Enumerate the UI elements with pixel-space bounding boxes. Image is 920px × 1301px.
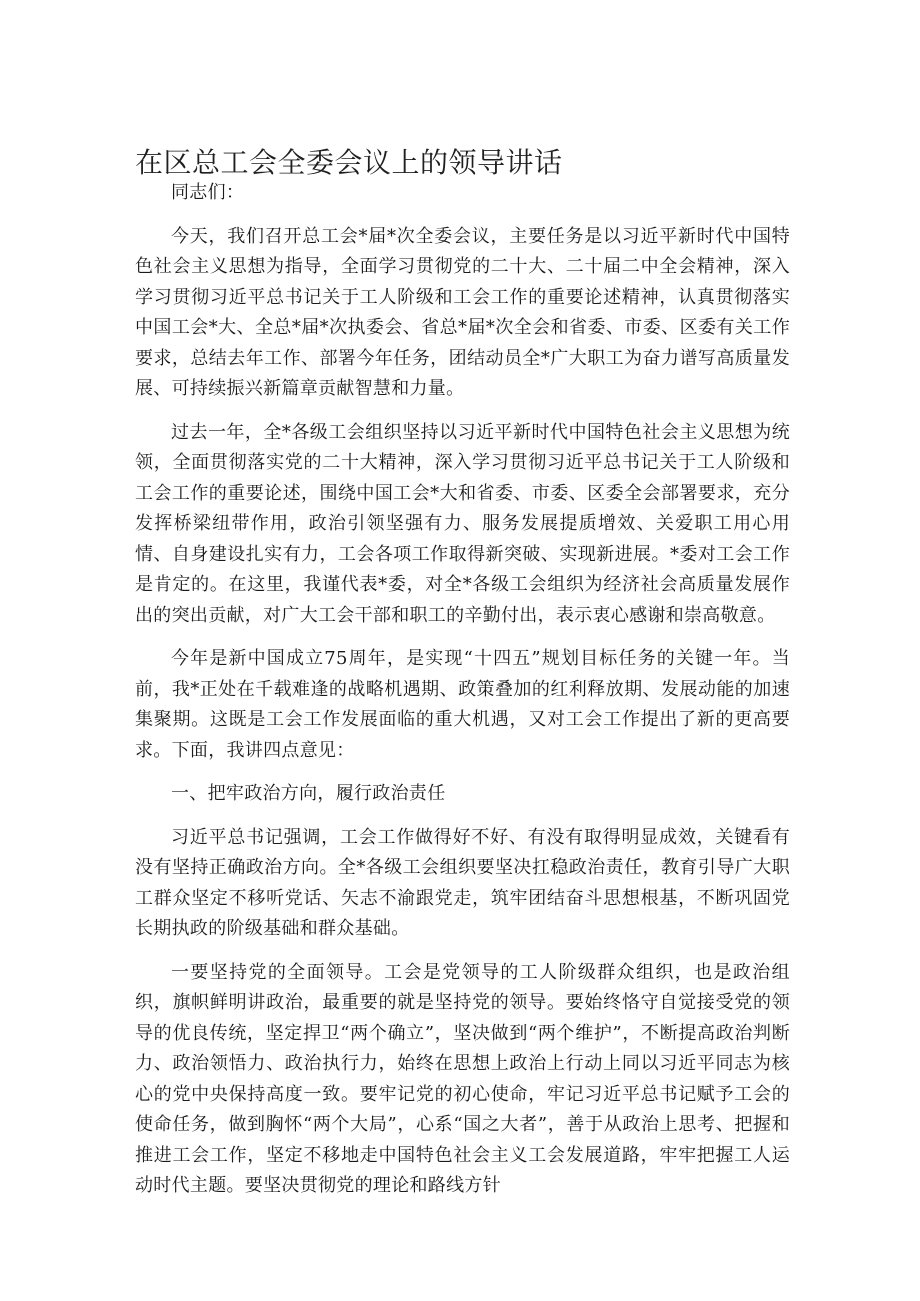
salutation: 同志们： [171,182,245,203]
paragraph-section-1-intro: 习近平总书记强调，工会工作做得好不好、有没有取得明显成效，关键看有没有坚持正确政治方向。全*各级工会组织要坚决扛稳政治责任，教育引导广大职工群众坚定不移听党话、矢志不渝跟党走，筑牢团结奋斗思想根基，不断巩固党长期执政的阶级基础和群众基础。 [135,826,790,939]
paragraph-review: 过去一年，全*各级工会组织坚持以习近平新时代中国特色社会主义思想为统领，全面贯彻落实党的二十大精神，深入学习贯彻习近平总书记关于工人阶级和工会工作的重要论述，围绕中国工会*大和省委、市委、区委全会部署要求，充分发挥桥梁纽带作用，政治引领坚强有力、服务发展提质增效、关爱职工用心用情、自身建设扎实有力，工会各项工作取得新突破、实现新进展。*委对工会工作是肯定的。在这里，我谨代表*委，对全*各级工会组织为经济社会高质量发展作出的突出贡献，对广大工会干部和职工的辛勤付出，表示衷心感谢和崇高敬意。 [135,421,790,626]
section-heading-1: 一、把牢政治方向，履行政治责任 [171,783,446,804]
paragraph-party-leadership: 一要坚持党的全面领导。工会是党领导的工人阶级群众组织，也是政治组织，旗帜鲜明讲政治，最重要的就是坚持党的领导。要始终恪守自觉接受党的领导的优良传统，坚定捍卫“两个确立”，坚决做到“两个维护”，不断提高政治判断力、政治领悟力、政治执行力，始终在思想上政治上行动上同以习近平同志为核心的党中央保持高度一致。要牢记党的初心使命，牢记习近平总书记赋予工会的使命任务，做到胸怀“两个大局”，心系“国之大者”，善于从政治上思考、把握和推进工会工作，坚定不移地走中国特色社会主义工会发展道路，牢牢把握工人运动时代主题。要坚决贯彻党的理论和路线方针 [135,961,790,1196]
document-body [135,178,790,1215]
paragraph-opening: 今天，我们召开总工会*届*次全委会议，主要任务是以习近平新时代中国特色社会主义思想为指导，全面学习贯彻党的二十大、二十届二中全会精神，深入学习贯彻习近平总书记关于工人阶级和工会工作的重要论述精神，认真贯彻落实中国工会*大、全总*届*次执委会、省总*届*次全会和省委、市委、区委有关工作要求，总结去年工作、部署今年任务，团结动员全*广大职工为奋力谱写高质量发展、可持续振兴新篇章贡献智慧和力量。 [135,225,790,399]
paragraph-situation: 今年是新中国成立75周年，是实现“十四五”规划目标任务的关键一年。当前，我*正处在千载难逢的战略机遇期、政策叠加的红利释放期、发展动能的加速集聚期。这既是工会工作发展面临的重大机遇，又对工会工作提出了新的更高要求。下面，我讲四点意见： [135,648,790,761]
document-title: 在区总工会全委会议上的领导讲话 [135,146,563,179]
